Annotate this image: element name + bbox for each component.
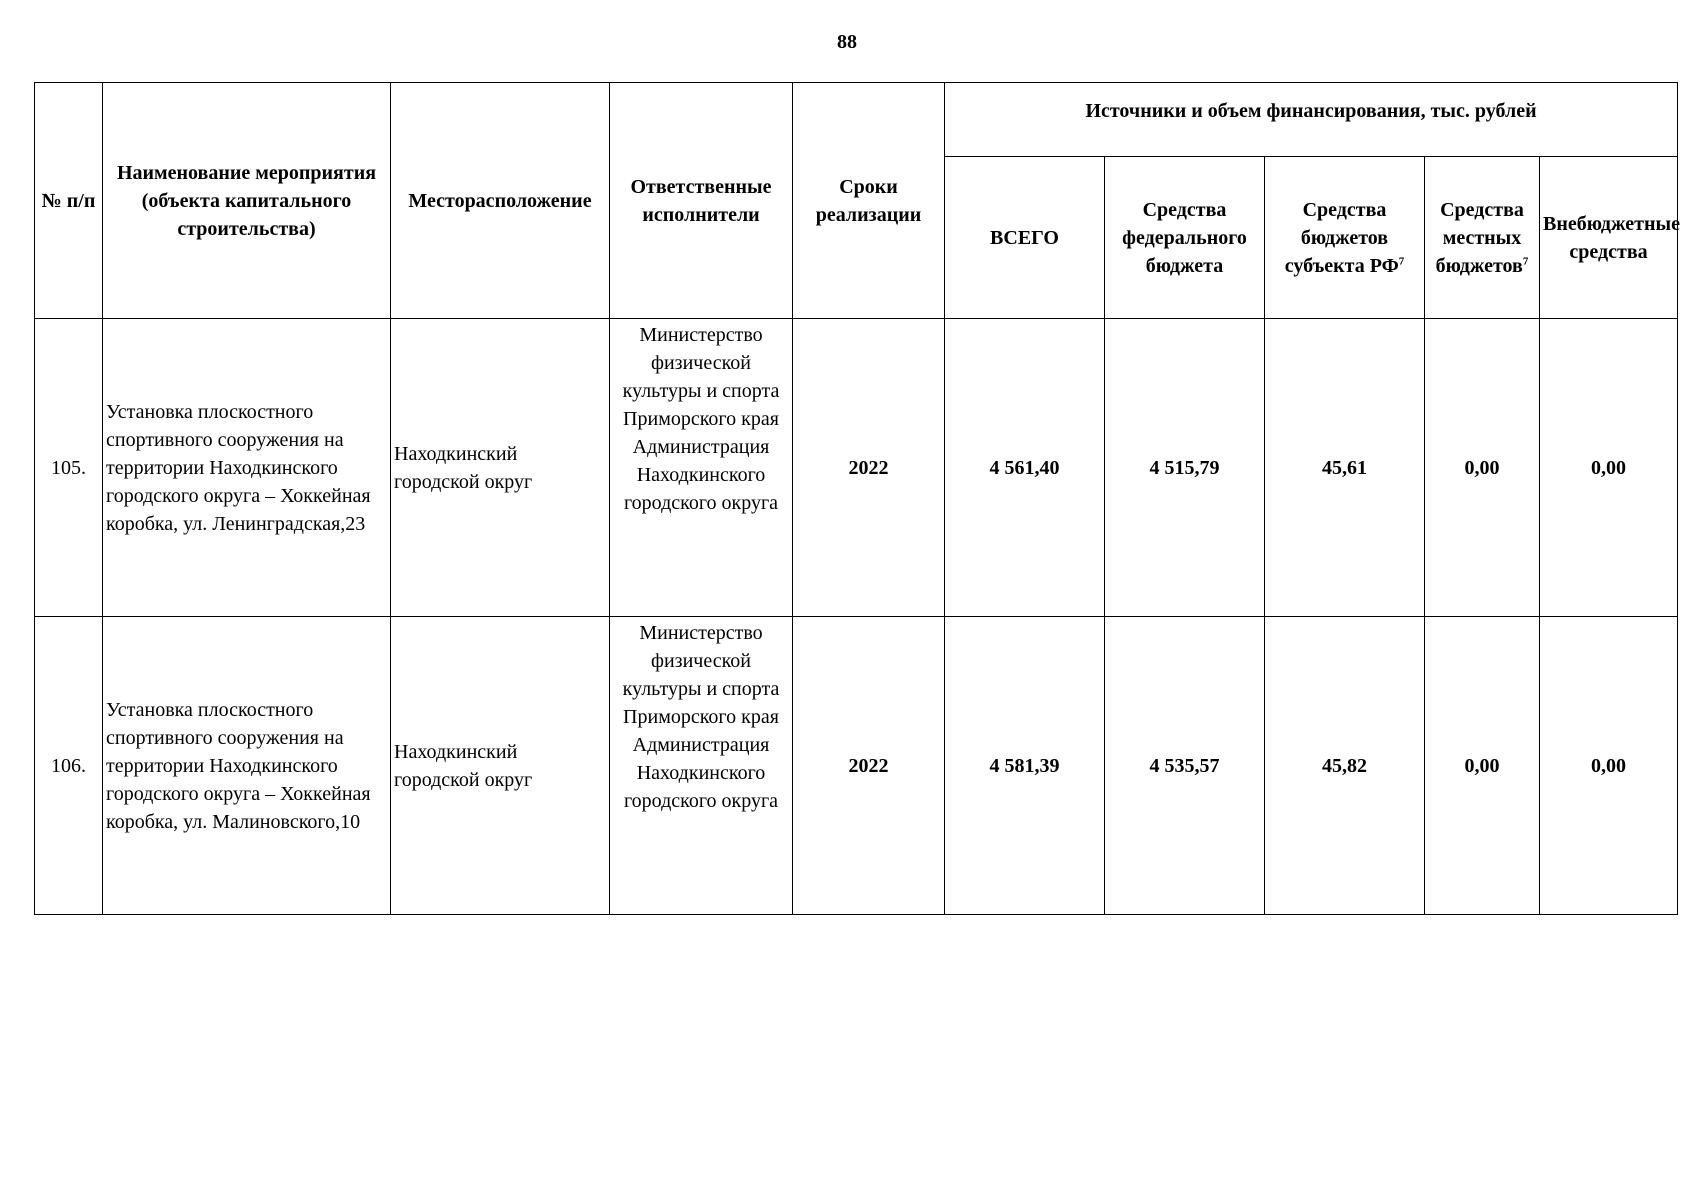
header-num: № п/п bbox=[35, 83, 103, 319]
row-local: 0,00 bbox=[1425, 319, 1540, 617]
row-extra: 0,00 bbox=[1540, 319, 1678, 617]
row-responsible: Министерство физической культуры и спорта Приморского края Администрация Находкинского городского округа bbox=[610, 617, 793, 915]
header-local bbox=[1425, 157, 1540, 319]
header-period: Сроки реализации bbox=[793, 83, 945, 319]
row-total: 4 581,39 bbox=[945, 617, 1105, 915]
header-extra: Внебюджетные средства bbox=[1540, 157, 1678, 319]
row-total: 4 561,40 bbox=[945, 319, 1105, 617]
row-location: Находкинский городской округ bbox=[391, 319, 610, 617]
row-name: Установка плоскостного спортивного сооружения на территории Находкинского городского округа – Хоккейная коробка, ул. Малиновского,10 bbox=[103, 617, 391, 915]
row-name: Установка плоскостного спортивного сооружения на территории Находкинского городского округа – Хоккейная коробка, ул. Ленинградская,23 bbox=[103, 319, 391, 617]
header-funding-group: Источники и объем финансирования, тыс. рублей bbox=[945, 83, 1678, 157]
table-row bbox=[35, 617, 1678, 915]
header-name: Наименование мероприятия (объекта капитального строительства) bbox=[103, 83, 391, 319]
row-period: 2022 bbox=[793, 319, 945, 617]
row-extra: 0,00 bbox=[1540, 617, 1678, 915]
row-federal: 4 515,79 bbox=[1105, 319, 1265, 617]
row-subject: 45,82 bbox=[1265, 617, 1425, 915]
header-location: Месторасположение bbox=[391, 83, 610, 319]
header-subject-text: Средства бюджетов субъекта РФ bbox=[1284, 198, 1399, 277]
row-responsible: Министерство физической культуры и спорта Приморского края Администрация Находкинского городского округа bbox=[610, 319, 793, 617]
page-number: 88 bbox=[837, 31, 857, 53]
row-num: 106. bbox=[35, 617, 103, 915]
row-location: Находкинский городской округ bbox=[391, 617, 610, 915]
header-subject bbox=[1265, 157, 1425, 319]
header-federal: Средства федерального бюджета bbox=[1105, 157, 1265, 319]
header-local-text: Средства местных бюджетов bbox=[1435, 198, 1524, 277]
row-federal: 4 535,57 bbox=[1105, 617, 1265, 915]
header-local-footnote: 7 bbox=[1522, 254, 1529, 267]
header-row-1 bbox=[35, 83, 1678, 157]
header-responsible: Ответственные исполнители bbox=[610, 83, 793, 319]
row-subject: 45,61 bbox=[1265, 319, 1425, 617]
financing-table bbox=[34, 82, 1678, 915]
row-period: 2022 bbox=[793, 617, 945, 915]
header-total: ВСЕГО bbox=[945, 157, 1105, 319]
header-subject-footnote: 7 bbox=[1398, 254, 1405, 267]
row-num: 105. bbox=[35, 319, 103, 617]
row-local: 0,00 bbox=[1425, 617, 1540, 915]
table-row bbox=[35, 319, 1678, 617]
